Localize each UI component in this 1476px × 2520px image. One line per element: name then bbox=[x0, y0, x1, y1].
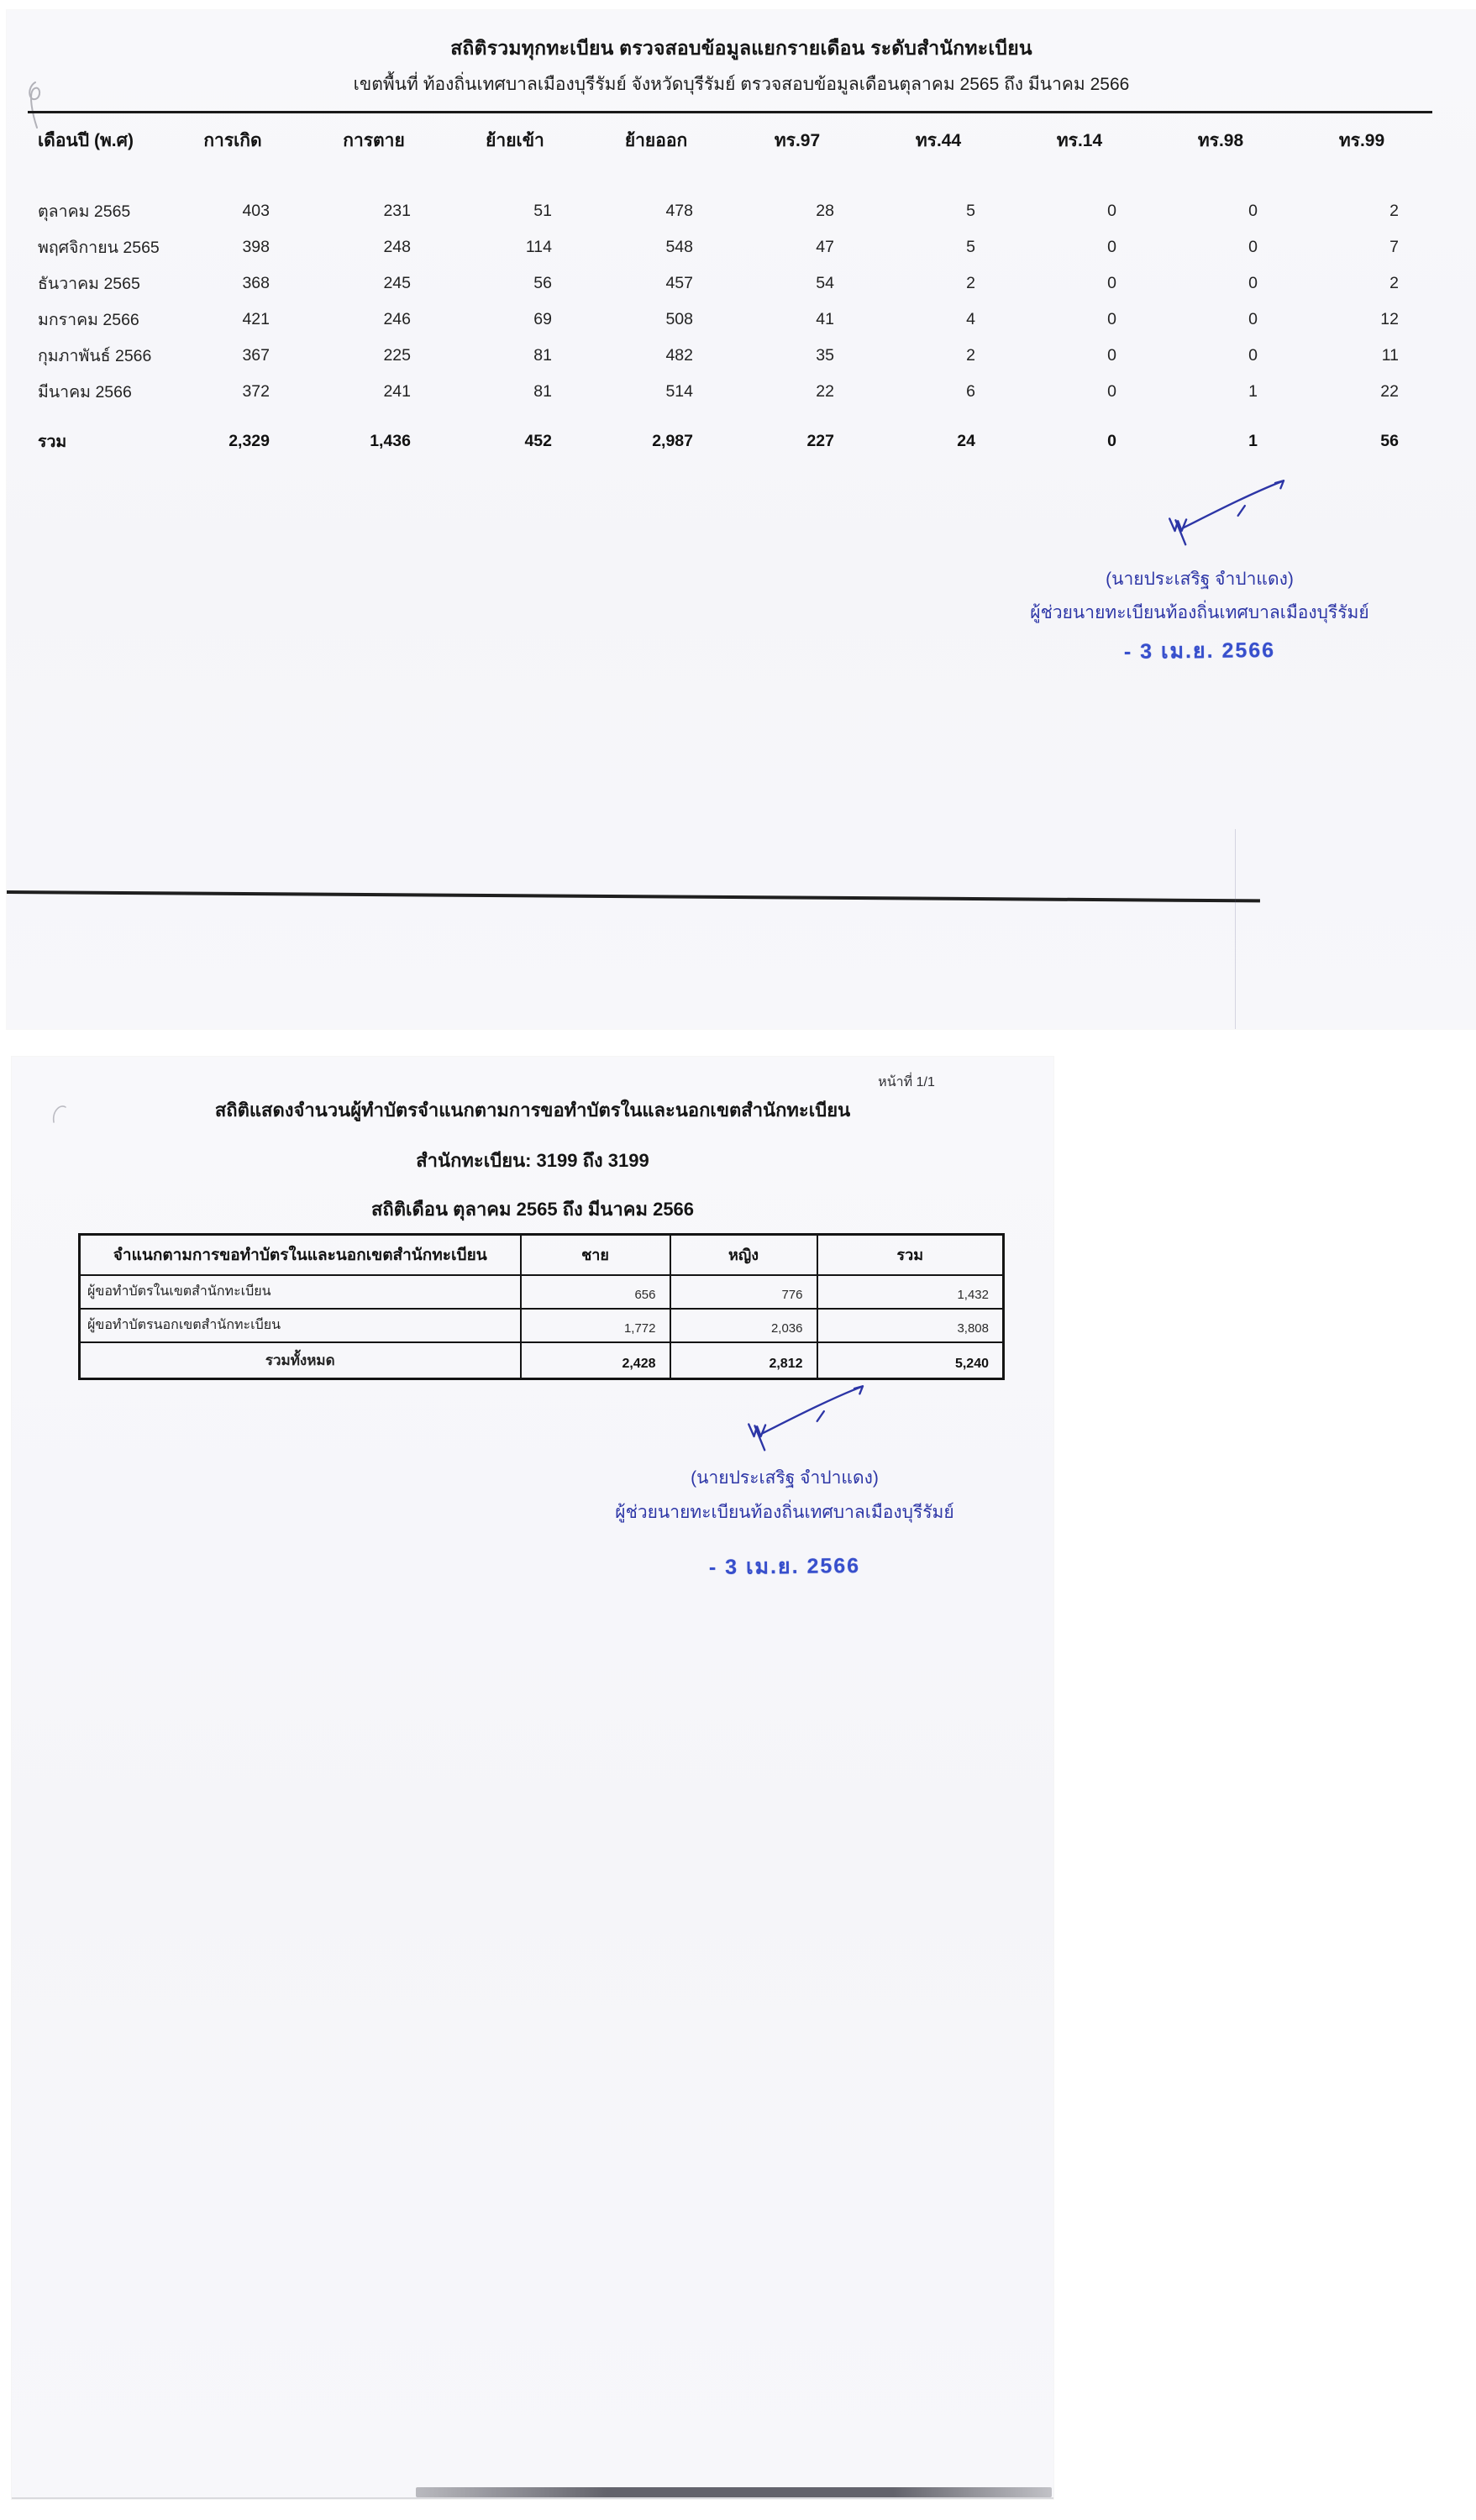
value-cell: 367 bbox=[242, 346, 270, 365]
total-tr98: 1 bbox=[1248, 432, 1258, 450]
date-stamp: - 3 เม.ย. 2566 bbox=[1123, 638, 1276, 664]
value-cell: 2 bbox=[1389, 202, 1399, 220]
col-header-category: จำแนกตามการขอทำบัตรในและนอกเขตสำนักทะเบียน bbox=[80, 1235, 521, 1275]
page-number-label: หน้าที่ 1/1 bbox=[878, 1075, 935, 1089]
value-cell: 225 bbox=[383, 346, 411, 365]
value-cell: 0 bbox=[1107, 274, 1116, 292]
table-total-row bbox=[80, 1342, 1004, 1379]
value-cell: 56 bbox=[533, 274, 552, 292]
col-header-month: เดือนปี (พ.ศ) bbox=[38, 131, 134, 150]
page2-subtitle-office: สำนักทะเบียน: 3199 ถึง 3199 bbox=[416, 1150, 649, 1171]
value-female: 2,036 bbox=[670, 1309, 817, 1342]
total-tr14: 0 bbox=[1107, 432, 1116, 450]
month-cell: มกราคม 2566 bbox=[38, 311, 139, 329]
table-header-row bbox=[28, 113, 1432, 194]
value-cell: 514 bbox=[665, 382, 693, 401]
total-label: รวม bbox=[38, 433, 67, 451]
value-cell: 0 bbox=[1248, 238, 1258, 256]
value-cell: 421 bbox=[242, 310, 270, 328]
col-header-births: การเกิด bbox=[203, 131, 262, 150]
total-moveout: 2,987 bbox=[652, 432, 693, 450]
col-header-tr14: ทร.14 bbox=[1056, 131, 1103, 150]
table-row bbox=[80, 1275, 1004, 1309]
col-header-male: ชาย bbox=[521, 1235, 670, 1275]
value-female: 776 bbox=[670, 1275, 817, 1309]
col-header-tr99: ทร.99 bbox=[1338, 131, 1385, 150]
signature-block-1 bbox=[1006, 475, 1393, 668]
month-cell: กุมภาพันธ์ 2566 bbox=[38, 347, 152, 365]
month-cell: พฤศจิกายน 2565 bbox=[38, 239, 160, 257]
col-header-deaths: การตาย bbox=[343, 131, 405, 150]
page2-subtitle-period: สถิติเดือน ตุลาคม 2565 ถึง มีนาคม 2566 bbox=[370, 1199, 695, 1220]
value-cell: 0 bbox=[1107, 346, 1116, 365]
month-cell: มีนาคม 2566 bbox=[38, 383, 132, 402]
signatory-role: ผู้ช่วยนายทะเบียนท้องถิ่นเทศบาลเมืองบุรีรัมย์ bbox=[615, 1503, 954, 1522]
total-tr99: 56 bbox=[1380, 432, 1399, 450]
value-cell: 28 bbox=[816, 202, 834, 220]
value-cell: 241 bbox=[383, 382, 411, 401]
value-cell: 2 bbox=[1389, 274, 1399, 292]
value-cell: 1 bbox=[1248, 382, 1258, 401]
value-cell: 0 bbox=[1107, 202, 1116, 220]
value-cell: 12 bbox=[1380, 310, 1399, 328]
signatory-name: (นายประเสริฐ จำปาแดง) bbox=[1106, 570, 1294, 589]
scanner-edge-shadow bbox=[416, 2487, 1052, 2497]
value-cell: 0 bbox=[1248, 310, 1258, 328]
total-births: 2,329 bbox=[228, 432, 270, 450]
total-movein: 452 bbox=[524, 432, 552, 450]
total-deaths: 1,436 bbox=[370, 432, 411, 450]
table-row bbox=[28, 302, 1432, 338]
value-cell: 0 bbox=[1107, 238, 1116, 256]
row-label-outside-area: ผู้ขอทำบัตรนอกเขตสำนักทะเบียน bbox=[80, 1309, 521, 1342]
value-cell: 0 bbox=[1248, 346, 1258, 365]
document-page-1 bbox=[7, 10, 1476, 1029]
scan-crease bbox=[1235, 829, 1236, 1029]
value-cell: 22 bbox=[1380, 382, 1399, 401]
value-cell: 478 bbox=[665, 202, 693, 220]
value-cell: 35 bbox=[816, 346, 834, 365]
value-cell: 5 bbox=[966, 238, 975, 256]
value-total: 3,808 bbox=[817, 1309, 1004, 1342]
signatory-role: ผู้ช่วยนายทะเบียนท้องถิ่นเทศบาลเมืองบุรีรัมย์ bbox=[1030, 603, 1369, 622]
value-cell: 2 bbox=[966, 274, 975, 292]
signature-scribble bbox=[1162, 475, 1317, 547]
value-cell: 248 bbox=[383, 238, 411, 256]
value-cell: 47 bbox=[816, 238, 834, 256]
signature-scribble bbox=[741, 1380, 896, 1452]
table-total-row bbox=[28, 410, 1432, 454]
table-row bbox=[28, 229, 1432, 265]
col-header-moveout: ย้ายออก bbox=[624, 131, 688, 150]
page2-title: สถิติแสดงจำนวนผู้ทำบัตรจำแนกตามการขอทำบัตรในและนอกเขตสำนักทะเบียน bbox=[214, 1100, 851, 1121]
row-label-inside-area: ผู้ขอทำบัตรในเขตสำนักทะเบียน bbox=[80, 1275, 521, 1309]
value-cell: 457 bbox=[665, 274, 693, 292]
col-header-tr44: ทร.44 bbox=[915, 131, 962, 150]
grand-total-total: 5,240 bbox=[817, 1342, 1004, 1379]
value-cell: 403 bbox=[242, 202, 270, 220]
id-card-statistics-table bbox=[78, 1233, 1005, 1380]
value-cell: 245 bbox=[383, 274, 411, 292]
page1-title: สถิติรวมทุกทะเบียน ตรวจสอบข้อมูลแยกรายเดือน ระดับสำนักทะเบียน bbox=[450, 37, 1032, 59]
value-cell: 368 bbox=[242, 274, 270, 292]
table-row bbox=[80, 1309, 1004, 1342]
value-total: 1,432 bbox=[817, 1275, 1004, 1309]
page-divider-line bbox=[7, 890, 1260, 902]
value-cell: 482 bbox=[665, 346, 693, 365]
value-male: 1,772 bbox=[521, 1309, 670, 1342]
value-male: 656 bbox=[521, 1275, 670, 1309]
value-cell: 231 bbox=[383, 202, 411, 220]
value-cell: 6 bbox=[966, 382, 975, 401]
value-cell: 548 bbox=[665, 238, 693, 256]
col-header-tr98: ทร.98 bbox=[1197, 131, 1244, 150]
table-body bbox=[28, 193, 1432, 410]
value-cell: 114 bbox=[525, 238, 552, 256]
grand-total-label: รวมทั้งหมด bbox=[80, 1342, 521, 1379]
total-tr97: 227 bbox=[806, 432, 834, 450]
value-cell: 22 bbox=[816, 382, 834, 401]
value-cell: 0 bbox=[1248, 274, 1258, 292]
value-cell: 51 bbox=[533, 202, 552, 220]
value-cell: 41 bbox=[816, 310, 834, 328]
value-cell: 508 bbox=[665, 310, 693, 328]
month-cell: ตุลาคม 2565 bbox=[38, 202, 131, 221]
value-cell: 0 bbox=[1107, 382, 1116, 401]
value-cell: 11 bbox=[1381, 346, 1399, 365]
monthly-registration-table bbox=[28, 111, 1432, 454]
document-page-2 bbox=[12, 1057, 1053, 2499]
col-header-female: หญิง bbox=[670, 1235, 817, 1275]
value-cell: 5 bbox=[966, 202, 975, 220]
table-header-row bbox=[80, 1235, 1004, 1275]
value-cell: 0 bbox=[1107, 310, 1116, 328]
value-cell: 54 bbox=[816, 274, 834, 292]
table-row bbox=[28, 193, 1432, 229]
month-cell: ธันวาคม 2565 bbox=[38, 275, 140, 293]
value-cell: 398 bbox=[242, 238, 270, 256]
value-cell: 246 bbox=[383, 310, 411, 328]
total-tr44: 24 bbox=[957, 432, 975, 450]
value-cell: 7 bbox=[1389, 238, 1399, 256]
page1-subtitle: เขตพื้นที่ ท้องถิ่นเทศบาลเมืองบุรีรัมย์ จังหวัดบุรีรัมย์ ตรวจสอบข้อมูลเดือนตุลาคม 2565 ถึง มีนาคม 2566 bbox=[353, 75, 1130, 94]
grand-total-female: 2,812 bbox=[670, 1342, 817, 1379]
col-header-tr97: ทร.97 bbox=[774, 131, 821, 150]
table-row bbox=[28, 338, 1432, 374]
value-cell: 372 bbox=[242, 382, 270, 401]
value-cell: 81 bbox=[533, 382, 552, 401]
grand-total-male: 2,428 bbox=[521, 1342, 670, 1379]
col-header-total: รวม bbox=[817, 1235, 1004, 1275]
value-cell: 2 bbox=[966, 346, 975, 365]
date-stamp: - 3 เม.ย. 2566 bbox=[708, 1554, 861, 1579]
value-cell: 4 bbox=[966, 310, 975, 328]
value-cell: 0 bbox=[1248, 202, 1258, 220]
signatory-name: (นายประเสริฐ จำปาแดง) bbox=[691, 1468, 879, 1488]
table-row bbox=[28, 265, 1432, 302]
value-cell: 69 bbox=[533, 310, 552, 328]
signature-block-2 bbox=[591, 1380, 978, 1582]
value-cell: 81 bbox=[533, 346, 552, 365]
table-row bbox=[28, 374, 1432, 410]
col-header-movein: ย้ายเข้า bbox=[486, 131, 544, 150]
